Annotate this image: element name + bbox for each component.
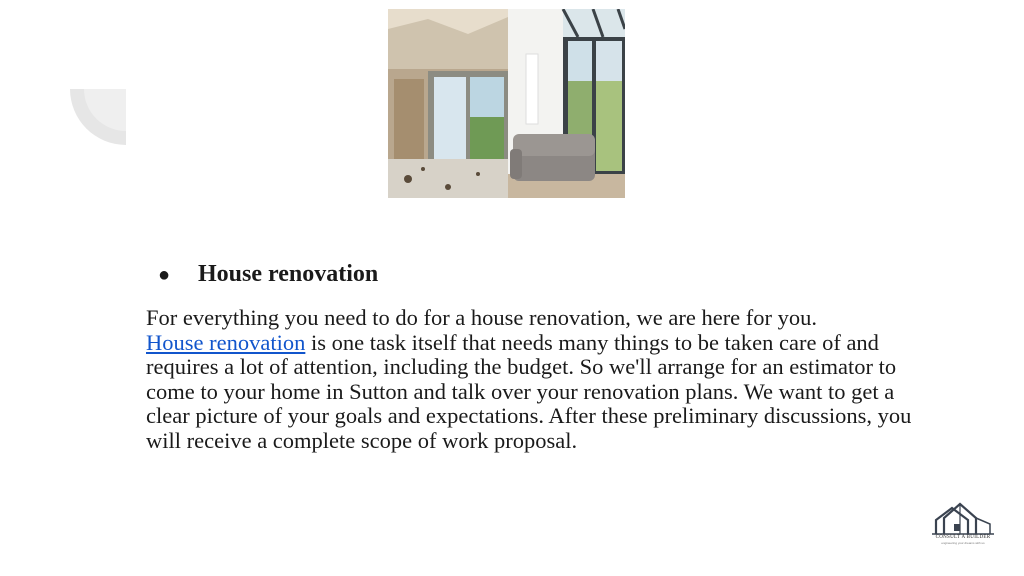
paragraph-rest: is one task itself that needs many things to be taken care of and requires a lot of attention, including the budget. So we'll arrange for an estimator to come to your home in Sutton and talk over your renovation plans. We want to get a clear picture of your goals and expectations. After these preliminary discussions, you will receive a complete scope of work proposal. (146, 329, 912, 453)
body-paragraph (146, 306, 926, 453)
paragraph-lead: For everything you need to do for a house renovation, we are here for you. (146, 305, 818, 330)
decorative-arc-shape (70, 89, 126, 145)
house-renovation-link[interactable]: House renovation (146, 329, 306, 355)
section-heading (158, 261, 378, 288)
house-frame-icon (930, 500, 996, 536)
renovation-before-after-photo (388, 9, 625, 198)
logo-tagline: engineering your dreams with us (941, 541, 985, 545)
bullet-icon: ● (158, 264, 171, 286)
logo-name: CONSULT A BUILDER (935, 535, 991, 540)
company-logo (930, 500, 996, 548)
heading-text: House renovation (198, 261, 379, 287)
